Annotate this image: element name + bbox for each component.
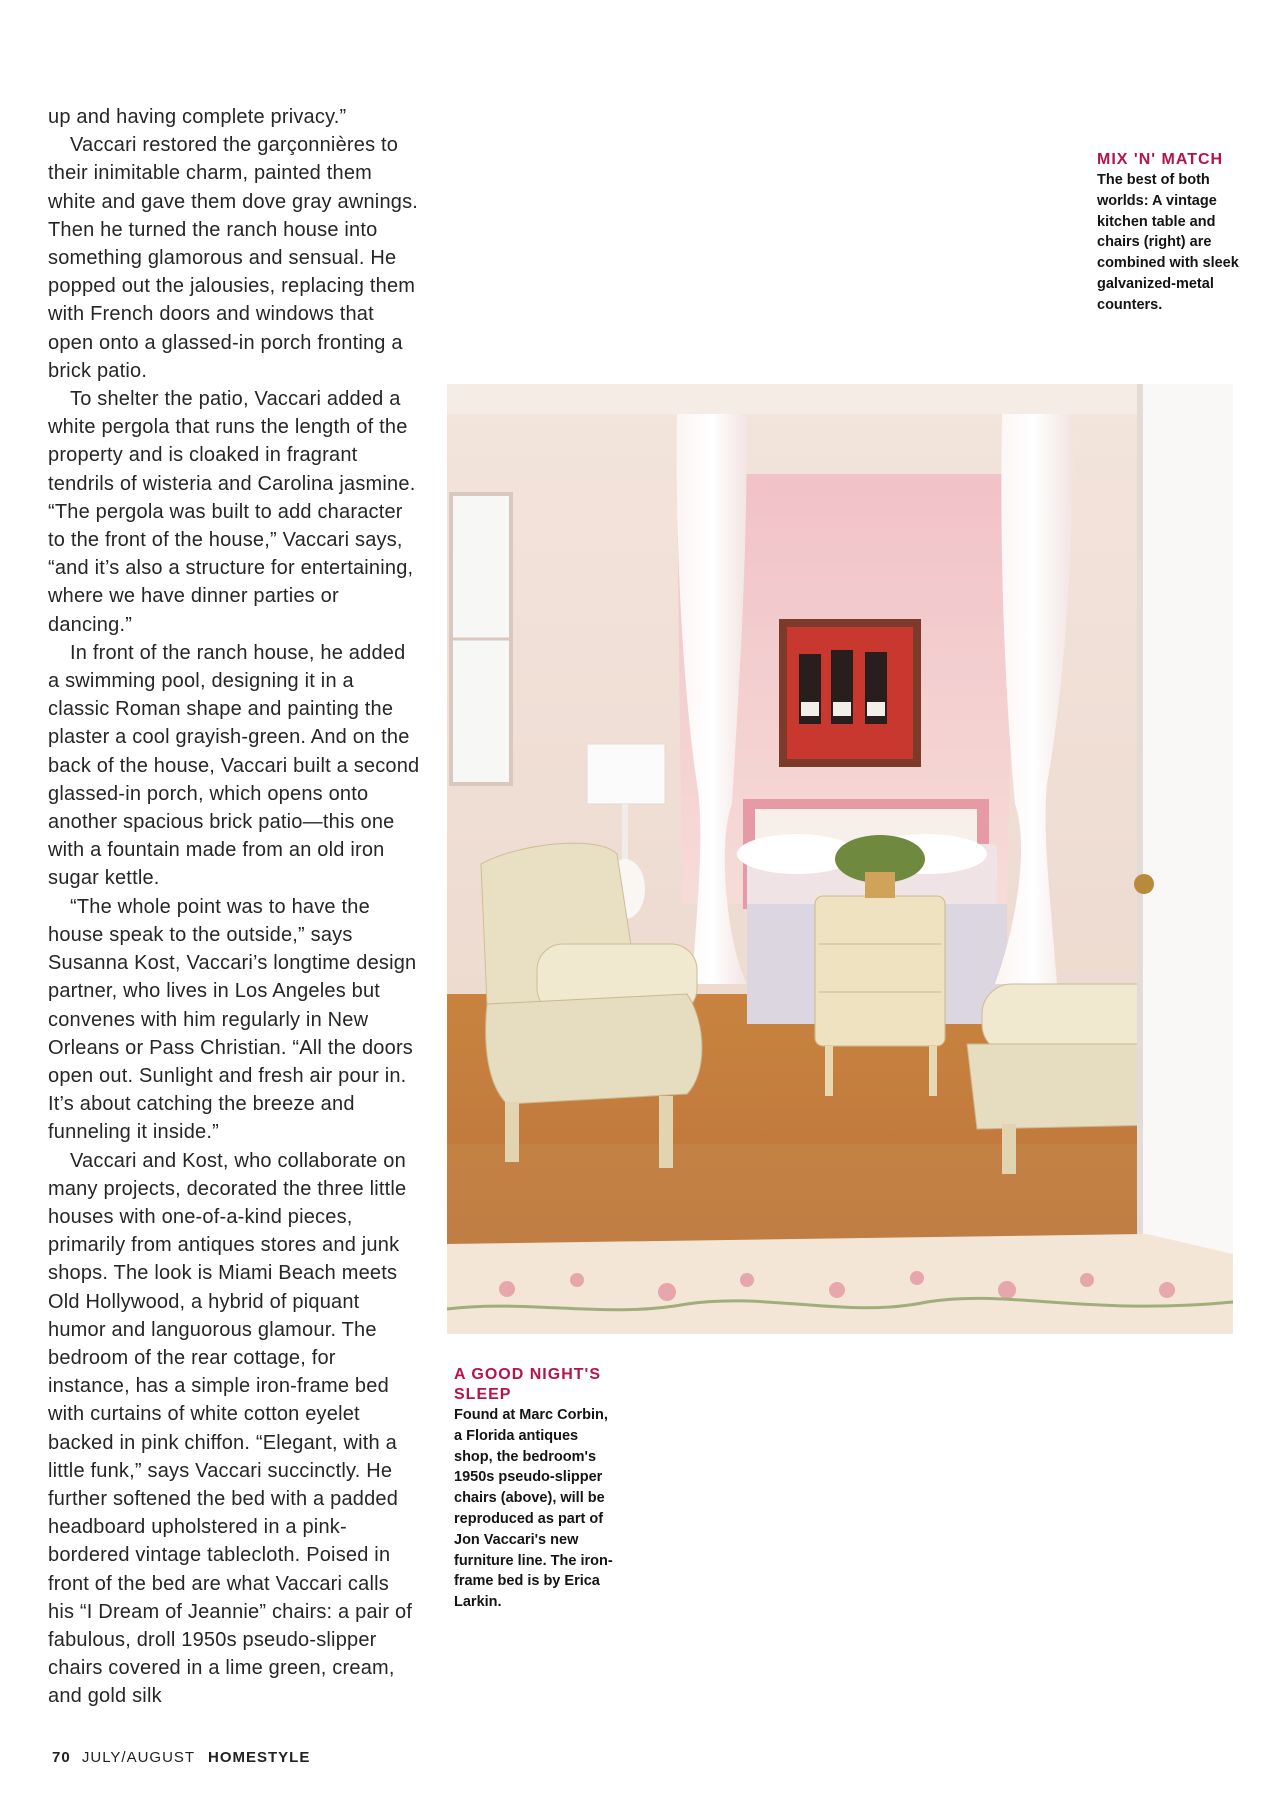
caption-good-nights-sleep — [454, 1365, 614, 1613]
issue-date: JULY/AUGUST — [81, 1749, 195, 1766]
caption-text: The best of both worlds: A vintage kitchen table and chairs (right) are combined with sleek galvanized-metal counters. — [1097, 172, 1239, 313]
bedroom-illustration — [447, 384, 1233, 1334]
article-paragraph: To shelter the patio, Vaccari added a white pergola that runs the length of the property and is cloaked in fragrant tendrils of wisteria and Carolina jasmine. “The pergola was built to add character to the front of the house,” Vaccari says, “and it’s also a structure for entertaining, where we have dinner parties or dancing.” — [48, 388, 416, 636]
page-footer — [52, 1749, 310, 1766]
caption-text: Found at Marc Corbin, a Florida antiques shop, the bedroom's 1950s pseudo-slipper chairs (above), will be reproduced as part of Jon Vaccari's new furniture line. The iron-frame bed is by Erica Larkin. — [454, 1407, 613, 1611]
article-paragraph: In front of the ranch house, he added a swimming pool, designing it in a classic Roman shape and painting the plaster a cool grayish-green. And on the back of the house, Vaccari built a second glassed-in porch, which opens onto another spacious brick patio—this one with a fountain made from an old iron sugar kettle. — [48, 641, 420, 890]
bedroom-photo — [447, 384, 1233, 1334]
page-number: 70 — [52, 1749, 71, 1766]
magazine-name: HOMESTYLE — [208, 1749, 311, 1766]
caption-title: MIX 'N' MATCH — [1097, 151, 1224, 168]
article-paragraph: “The whole point was to have the house speak to the outside,” says Susanna Kost, Vaccari’s longtime design partner, who lives in Los Angeles but convenes with him regularly in New Orleans or Pass Christian. “All the doors open out. Sunlight and fresh air pour in. It’s about catching the breeze and funneling it inside.” — [48, 895, 417, 1144]
article-body — [48, 103, 420, 1711]
article-paragraph: Vaccari restored the garçonnières to their inimitable charm, painted them white and gave them dove gray awnings. Then he turned the ranch house into something glamorous and sensual. He popped out the jalousies, replacing them with French doors and windows that open onto a glassed-in porch fronting a brick patio. — [48, 134, 419, 382]
caption-title: A GOOD NIGHT'S SLEEP — [454, 1366, 601, 1403]
caption-mix-n-match — [1097, 150, 1247, 316]
article-paragraph: Vaccari and Kost, who collaborate on many projects, decorated the three little houses with one-of-a-kind pieces, primarily from antiques stores and junk shops. The look is Miami Beach meets Old Hollywood, a hybrid of piquant humor and languorous glamour. The bedroom of the rear cottage, for instance, has a simple iron-frame bed with curtains of white cotton eyelet backed in pink chiffon. “Elegant, with a little funk,” says Vaccari succinctly. He further softened the bed with a padded headboard upholstered in a pink-bordered vintage tablecloth. Poised in front of the bed are what Vaccari calls his “I Dream of Jeannie” chairs: a pair of fabulous, droll 1950s pseudo-slipper chairs covered in a lime green, cream, and gold silk — [48, 1149, 413, 1708]
article-paragraph: up and having complete privacy.” — [48, 106, 347, 128]
